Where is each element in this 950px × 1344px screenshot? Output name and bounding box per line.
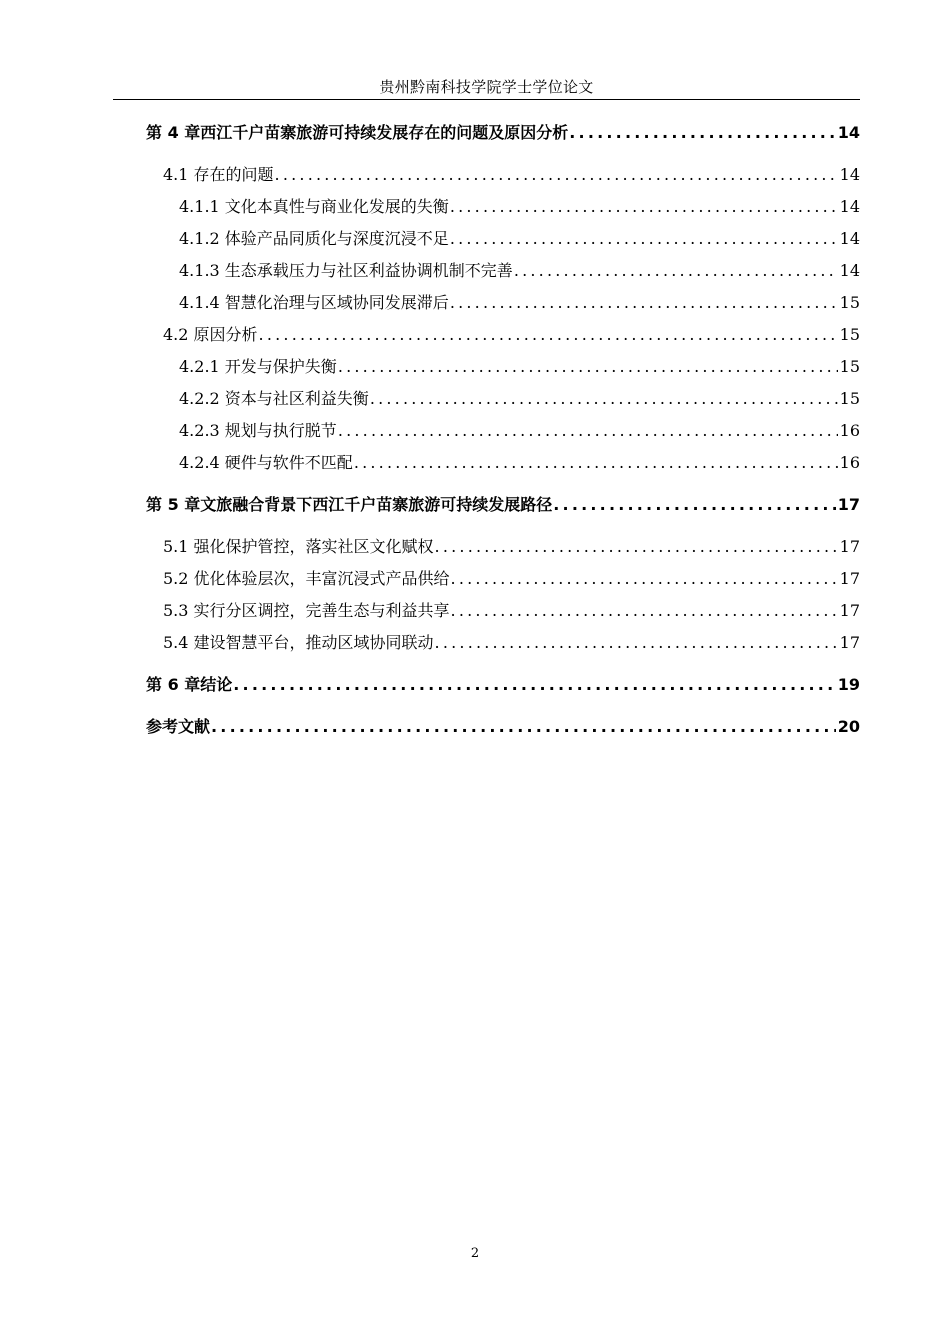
toc-entry-5-1[interactable] — [146, 531, 860, 563]
toc-entry-5-4[interactable] — [146, 627, 860, 659]
toc-entry-4-1[interactable] — [146, 159, 860, 191]
table-of-contents — [146, 117, 860, 743]
toc-entry-4-1-3[interactable] — [146, 255, 860, 287]
toc-entry-page: 17 — [839, 601, 860, 620]
toc-entry-title: 4.2 原因分析 — [163, 325, 258, 344]
toc-entry-4-2-2[interactable] — [146, 383, 860, 415]
toc-entry-4-2-3[interactable] — [146, 415, 860, 447]
toc-dot-leader — [569, 117, 835, 149]
toc-entry-chapter-5[interactable] — [146, 489, 860, 521]
toc-entry-4-2-1[interactable] — [146, 351, 860, 383]
toc-dot-leader — [435, 531, 838, 563]
toc-entry-page: 16 — [839, 453, 860, 472]
toc-entry-title: 4.1.3 生态承载压力与社区利益协调机制不完善 — [179, 261, 513, 280]
toc-dot-leader — [451, 595, 838, 627]
toc-entry-title: 5.2 优化体验层次，丰富沉浸式产品供给 — [163, 569, 450, 588]
toc-entry-page: 15 — [839, 389, 860, 408]
toc-dot-leader — [451, 563, 838, 595]
toc-entry-page: 14 — [839, 261, 860, 280]
toc-entry-title: 4.2.1 开发与保护失衡 — [179, 357, 337, 376]
toc-entry-page: 14 — [839, 165, 860, 184]
toc-entry-title: 4.1 存在的问题 — [163, 165, 274, 184]
toc-dot-leader — [354, 447, 838, 479]
toc-entry-title: 4.2.4 硬件与软件不匹配 — [179, 453, 353, 472]
toc-entry-title: 4.2.2 资本与社区利益失衡 — [179, 389, 369, 408]
toc-entry-4-1-1[interactable] — [146, 191, 860, 223]
toc-dot-leader — [338, 351, 838, 383]
toc-dot-leader — [233, 669, 835, 701]
page-number: 2 — [470, 1246, 480, 1261]
toc-dot-leader — [338, 415, 838, 447]
toc-entry-page: 14 — [839, 229, 860, 248]
toc-entry-title: 第 6 章结论 — [146, 675, 233, 694]
toc-dot-leader — [259, 319, 838, 351]
header-rule — [113, 99, 860, 100]
toc-entry-4-2-4[interactable] — [146, 447, 860, 479]
toc-entry-5-3[interactable] — [146, 595, 860, 627]
toc-entry-title: 5.1 强化保护管控，落实社区文化赋权 — [163, 537, 434, 556]
toc-entry-4-2[interactable] — [146, 319, 860, 351]
toc-entry-page: 17 — [839, 537, 860, 556]
toc-entry-title: 5.4 建设智慧平台，推动区域协同联动 — [163, 633, 434, 652]
toc-entry-title: 4.1.1 文化本真性与商业化发展的失衡 — [179, 197, 449, 216]
toc-entry-title: 4.1.2 体验产品同质化与深度沉浸不足 — [179, 229, 449, 248]
toc-entry-page: 17 — [839, 633, 860, 652]
toc-dot-leader — [211, 711, 836, 743]
toc-dot-leader — [553, 489, 835, 521]
toc-dot-leader — [450, 191, 838, 223]
toc-entry-page: 19 — [837, 675, 860, 694]
toc-dot-leader — [275, 159, 838, 191]
toc-entry-title: 4.1.4 智慧化治理与区域协同发展滞后 — [179, 293, 449, 312]
toc-entry-page: 14 — [839, 197, 860, 216]
toc-dot-leader — [514, 255, 838, 287]
toc-entry-5-2[interactable] — [146, 563, 860, 595]
toc-dot-leader — [450, 287, 838, 319]
toc-entry-page: 17 — [839, 569, 860, 588]
toc-entry-4-1-2[interactable] — [146, 223, 860, 255]
toc-entry-title: 第 4 章西江千户苗寨旅游可持续发展存在的问题及原因分析 — [146, 123, 569, 142]
toc-entry-title: 4.2.3 规划与执行脱节 — [179, 421, 337, 440]
toc-entry-chapter-4[interactable] — [146, 117, 860, 149]
toc-entry-chapter-6[interactable] — [146, 669, 860, 701]
toc-entry-page: 15 — [839, 293, 860, 312]
toc-entry-page: 17 — [837, 495, 860, 514]
toc-entry-references[interactable] — [146, 711, 860, 743]
toc-entry-page: 14 — [837, 123, 860, 142]
running-header: 贵州黔南科技学院学士学位论文 — [379, 78, 594, 96]
toc-entry-page: 15 — [839, 357, 860, 376]
toc-dot-leader — [450, 223, 838, 255]
toc-dot-leader — [370, 383, 838, 415]
toc-entry-page: 20 — [837, 717, 860, 736]
toc-entry-title: 5.3 实行分区调控，完善生态与利益共享 — [163, 601, 450, 620]
toc-entry-page: 16 — [839, 421, 860, 440]
toc-entry-4-1-4[interactable] — [146, 287, 860, 319]
toc-entry-title: 参考文献 — [146, 717, 211, 736]
toc-entry-page: 15 — [839, 325, 860, 344]
toc-dot-leader — [435, 627, 838, 659]
toc-entry-title: 第 5 章文旅融合背景下西江千户苗寨旅游可持续发展路径 — [146, 495, 553, 514]
